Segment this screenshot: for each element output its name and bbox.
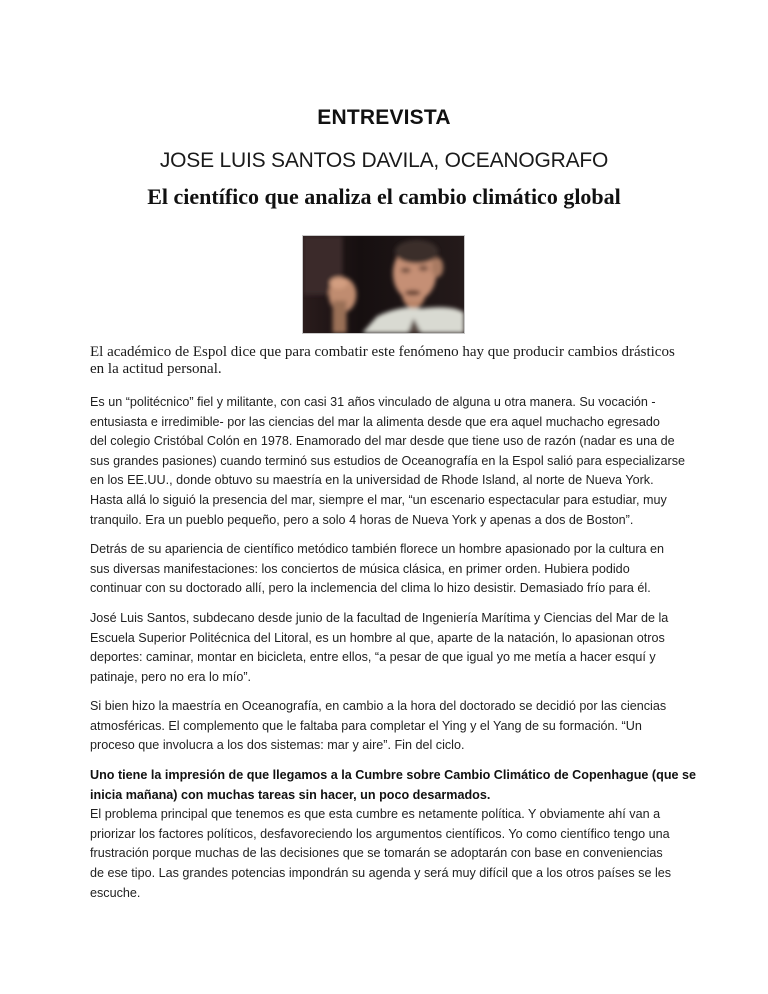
interview-answer: El problema principal que tenemos es que esta cumbre es netamente política. Y obviamente ahí van a [90,807,661,822]
text-line: del colegio Cristóbal Colón en 1978. Enamorado del mar desde que tiene uso de razón (nadar es una de [90,434,675,449]
interview-question: Uno tiene la impresión de que llegamos a la Cumbre sobre Cambio Climático de Copenhague (que se [90,768,697,782]
section-kicker: ENTREVISTA [317,106,451,129]
article-headline: El científico que analiza el cambio climático global [147,184,621,209]
interview-qa [90,766,697,903]
interview-answer: priorizar los factores políticos, desfavoreciendo los argumentos científicos. Yo como científico tengo una [90,826,670,841]
text-line: deportes: caminar, montar en bicicleta, entre ellos, “a pesar de que igual yo me metía a hacer esquí y [90,650,656,665]
text-line: en los EE.UU., donde obtuvo su maestría en la universidad de Rhode Island, al norte de Nueva York. [90,473,654,488]
lead-line: El académico de Espol dice que para combatir este fenómeno hay que producir cambios drásticos [90,344,675,360]
text-line: sus grandes pasiones) cuando terminó sus estudios de Oceanografía en la Espol salió para especializarse [90,453,686,468]
portrait-photo [302,235,465,334]
text-line: Es un “politécnico” fiel y militante, con casi 31 años vinculado de alguna u otra manera. Su vocación - [90,395,656,409]
interview-answer: frustración porque muchas de las decisiones que se tomarán se adoptarán con base en conveniencias [90,846,663,861]
interview-answer: de ese tipo. Las grandes potencias impondrán su agenda y será muy difícil que a los otros países se les [90,865,672,880]
portrait-image [303,236,464,333]
interviewee-title: JOSE LUIS SANTOS DAVILA, OCEANOGRAFO [159,149,609,172]
text-line: Hasta allá lo siguió la presencia del mar, siempre el mar, “un escenario espectacular para estudiar, muy [90,492,667,507]
text-line: Detrás de su apariencia de científico metódico también florece un hombre apasionado por la cultura en [90,542,665,556]
interview-answer: escuche. [90,885,141,900]
text-line: Escuela Superior Politécnica del Litoral, es un hombre al que, aparte de la natación, lo apasionan otros [90,630,665,645]
text-line: entusiasta e irredimible- por las ciencias del mar la alimenta desde que era aquel muchacho egresado [90,414,660,429]
text-line: proceso que involucra a los dos sistemas: mar y aire”. Fin del ciclo. [90,738,465,753]
text-line: Si bien hizo la maestría en Oceanografía, en cambio a la hora del doctorado se decidió por las ciencias [90,699,667,713]
paragraph-4 [90,697,690,756]
lead-line: en la actitud personal. [90,361,222,377]
text-line: tranquilo. Era un pueblo pequeño, pero a solo 4 horas de Nueva York y apenas a dos de Boston”. [90,512,634,527]
text-line: sus diversas manifestaciones: los conciertos de música clásica, en primer orden. Hubiera podido [90,561,630,576]
text-line: continuar con su doctorado allí, pero la inclemencia del clima lo hizo desistir. Demasiado frío para él. [90,581,651,596]
article-lead [90,344,690,378]
paragraph-3 [90,609,690,687]
interview-question: inicia mañana) con muchas tareas sin hacer, un poco desarmados. [90,787,491,802]
text-line: José Luis Santos, subdecano desde junio de la facultad de Ingeniería Marítima y Ciencias del Mar de la [90,611,669,625]
text-line: patinaje, pero no era lo mío”. [90,669,252,684]
paragraph-2 [90,540,690,599]
paragraph-1 [90,393,690,530]
text-line: atmosféricas. El complemento que le faltaba para completar el Ying y el Yang de su formación. “Un [90,718,642,733]
